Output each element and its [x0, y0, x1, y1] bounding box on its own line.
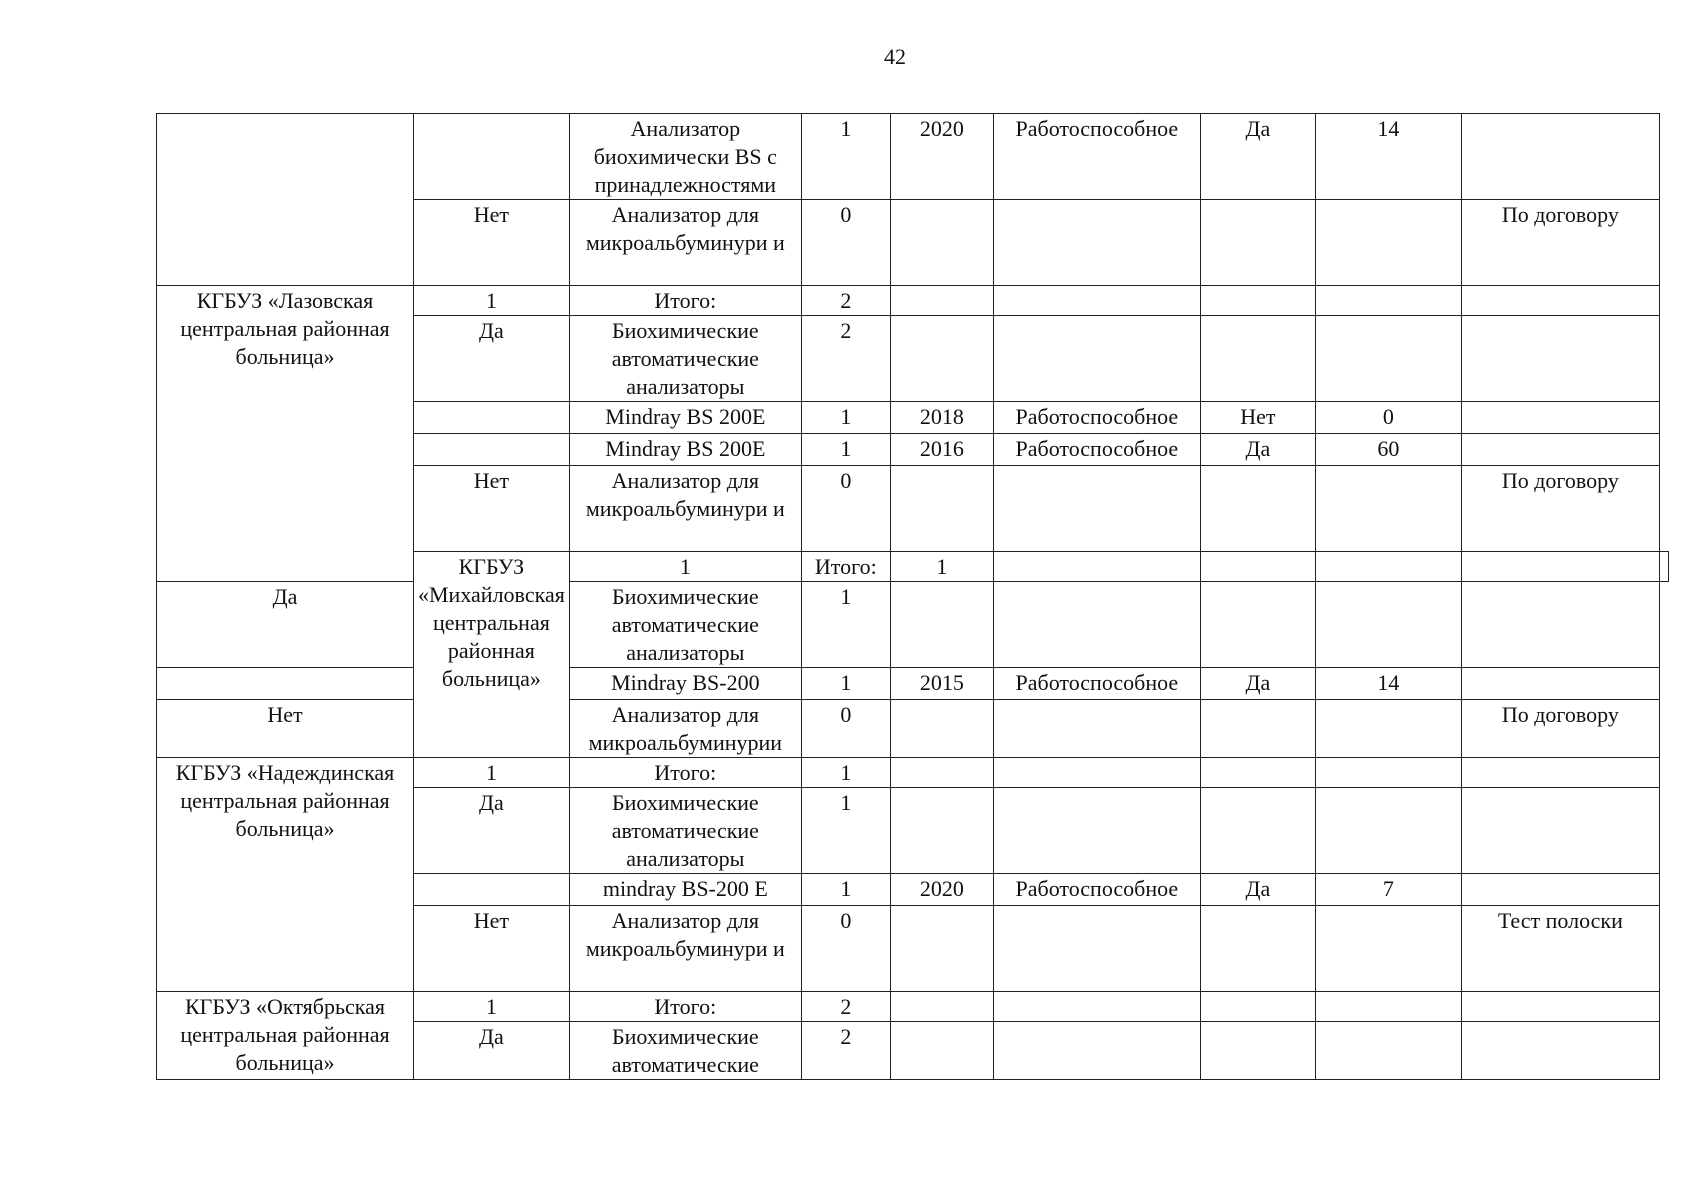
table-cell [1315, 1022, 1461, 1080]
equipment-table [156, 113, 1669, 1080]
table-row [157, 582, 1669, 668]
table-cell: 2 [801, 992, 890, 1022]
table-cell [890, 1022, 993, 1080]
table-cell: Да [1200, 434, 1315, 466]
table-cell [1659, 552, 1668, 582]
table-cell [1315, 758, 1461, 788]
table-cell: 14 [1315, 114, 1461, 200]
table-cell: Итого: [569, 286, 801, 316]
table-cell: Анализатор для микроальбуминури и [569, 466, 801, 552]
table-cell [1315, 552, 1461, 582]
table-cell [1461, 788, 1659, 874]
table-cell: 1 [569, 552, 801, 582]
table-cell: Анализатор для микроальбуминури и [569, 200, 801, 286]
table-cell [1461, 582, 1659, 668]
table-cell: Да [157, 582, 414, 668]
table-cell: 1 [414, 992, 570, 1022]
table-cell [993, 466, 1200, 552]
table-cell [1461, 758, 1659, 788]
table-cell [993, 992, 1200, 1022]
table-cell [1315, 286, 1461, 316]
table-cell [414, 402, 570, 434]
table-cell: Нет [414, 466, 570, 552]
table-cell [1200, 788, 1315, 874]
table-cell: Анализатор для микроальбуминурии [569, 700, 801, 758]
table-cell: Mindray BS 200E [569, 434, 801, 466]
organization-cell: КГБУЗ «Октябрьская центральная районная больница» [157, 992, 414, 1080]
table-cell: Mindray BS-200 [569, 668, 801, 700]
table-cell: 1 [890, 552, 993, 582]
table-cell: Биохимические автоматические анализаторы [569, 316, 801, 402]
table-cell: Тест полоски [1461, 906, 1659, 992]
table-cell [993, 316, 1200, 402]
table-row [157, 700, 1669, 758]
table-cell [993, 758, 1200, 788]
table-cell [1315, 788, 1461, 874]
table-cell: Работоспособное [993, 434, 1200, 466]
table-cell [1461, 552, 1659, 582]
table-cell: 1 [801, 114, 890, 200]
table-cell [414, 434, 570, 466]
table-cell: Работоспособное [993, 402, 1200, 434]
table-cell [1200, 200, 1315, 286]
table-cell [1315, 200, 1461, 286]
table-cell [993, 906, 1200, 992]
table-cell: 1 [414, 758, 570, 788]
table-cell [1200, 1022, 1315, 1080]
table-cell [1461, 402, 1659, 434]
table-cell: Биохимические автоматические [569, 1022, 801, 1080]
organization-cell: КГБУЗ «Михайловская центральная районная больница» [414, 552, 570, 758]
table-cell [1315, 466, 1461, 552]
table-cell [890, 758, 993, 788]
table-cell: Нет [414, 906, 570, 992]
table-cell: 1 [801, 788, 890, 874]
table-cell: Нет [1200, 402, 1315, 434]
table-cell: 14 [1315, 668, 1461, 700]
table-cell [890, 992, 993, 1022]
table-cell [890, 466, 993, 552]
table-cell: 2020 [890, 114, 993, 200]
organization-cell: КГБУЗ «Лазовская центральная районная больница» [157, 286, 414, 582]
table-row [157, 114, 1669, 200]
table-cell: 1 [414, 286, 570, 316]
table-cell [993, 200, 1200, 286]
table-row [157, 992, 1669, 1022]
table-cell [890, 316, 993, 402]
table-cell: Да [414, 788, 570, 874]
table-cell [1200, 992, 1315, 1022]
table-cell: mindray BS-200 E [569, 874, 801, 906]
table-cell: Анализатор биохимически BS с принадлежностями [569, 114, 801, 200]
table-cell: Работоспособное [993, 668, 1200, 700]
table-cell: Нет [414, 200, 570, 286]
table-cell [1461, 286, 1659, 316]
table-cell [1315, 992, 1461, 1022]
table-cell: 2018 [890, 402, 993, 434]
table-cell: 1 [801, 874, 890, 906]
table-cell [1200, 552, 1315, 582]
table-cell: 1 [801, 402, 890, 434]
table-cell [993, 286, 1200, 316]
table-cell: По договору [1461, 700, 1659, 758]
table-cell: 0 [801, 700, 890, 758]
table-cell: Да [1200, 874, 1315, 906]
table-cell [1200, 466, 1315, 552]
table-cell: 2015 [890, 668, 993, 700]
table-cell: Биохимические автоматические анализаторы [569, 582, 801, 668]
organization-cell [157, 114, 414, 286]
table-cell: 2 [801, 1022, 890, 1080]
table-cell: 1 [801, 668, 890, 700]
table-cell [993, 1022, 1200, 1080]
table-cell [890, 788, 993, 874]
table-cell: 1 [801, 434, 890, 466]
table-cell [1461, 874, 1659, 906]
table-cell: Итого: [801, 552, 890, 582]
table-cell: Да [414, 316, 570, 402]
table-cell: Анализатор для микроальбуминури и [569, 906, 801, 992]
table-cell [1461, 1022, 1659, 1080]
table-cell: По договору [1461, 466, 1659, 552]
table-cell: 2 [801, 286, 890, 316]
page-number: 42 [884, 44, 906, 69]
table-cell [1200, 582, 1315, 668]
table-cell [1461, 668, 1659, 700]
table-cell [1200, 286, 1315, 316]
table-cell [1461, 316, 1659, 402]
table-cell: 2016 [890, 434, 993, 466]
table-cell [890, 286, 993, 316]
table-cell [890, 906, 993, 992]
table-cell: 0 [801, 906, 890, 992]
table-cell [1461, 114, 1659, 200]
table-row [157, 668, 1669, 700]
table-cell [414, 874, 570, 906]
table-cell [1200, 316, 1315, 402]
table-cell [1315, 906, 1461, 992]
table-cell: Mindray BS 200E [569, 402, 801, 434]
table-cell [157, 668, 414, 700]
table-cell: Нет [157, 700, 414, 758]
table-cell: Итого: [569, 758, 801, 788]
table-cell: Биохимические автоматические анализаторы [569, 788, 801, 874]
table-cell [993, 788, 1200, 874]
table-cell: Работоспособное [993, 114, 1200, 200]
table-cell [993, 582, 1200, 668]
table-cell [890, 700, 993, 758]
table-cell [1200, 906, 1315, 992]
table-cell [1315, 316, 1461, 402]
table-cell: По договору [1461, 200, 1659, 286]
table-cell [1315, 582, 1461, 668]
table-cell [1315, 700, 1461, 758]
table-cell: 2020 [890, 874, 993, 906]
table-row [157, 286, 1669, 316]
organization-cell: КГБУЗ «Надеждинская центральная районная больница» [157, 758, 414, 992]
table-cell [1461, 434, 1659, 466]
table-body [157, 114, 1669, 1080]
table-cell: 7 [1315, 874, 1461, 906]
table-cell [890, 582, 993, 668]
table-cell [993, 700, 1200, 758]
table-cell: 60 [1315, 434, 1461, 466]
table-cell [890, 200, 993, 286]
table-cell: 2 [801, 316, 890, 402]
table-row [157, 758, 1669, 788]
table-cell [1200, 758, 1315, 788]
table-cell: 1 [801, 758, 890, 788]
table-cell: Работоспособное [993, 874, 1200, 906]
table-cell: Да [414, 1022, 570, 1080]
table-cell: 1 [801, 582, 890, 668]
table-cell: 0 [801, 466, 890, 552]
table-cell [1200, 700, 1315, 758]
table-cell: Итого: [569, 992, 801, 1022]
table-cell: Да [1200, 668, 1315, 700]
table-cell [414, 114, 570, 200]
table-cell [1461, 992, 1659, 1022]
table-cell: Да [1200, 114, 1315, 200]
table-cell: 0 [801, 200, 890, 286]
table-cell: 0 [1315, 402, 1461, 434]
table-cell [993, 552, 1200, 582]
